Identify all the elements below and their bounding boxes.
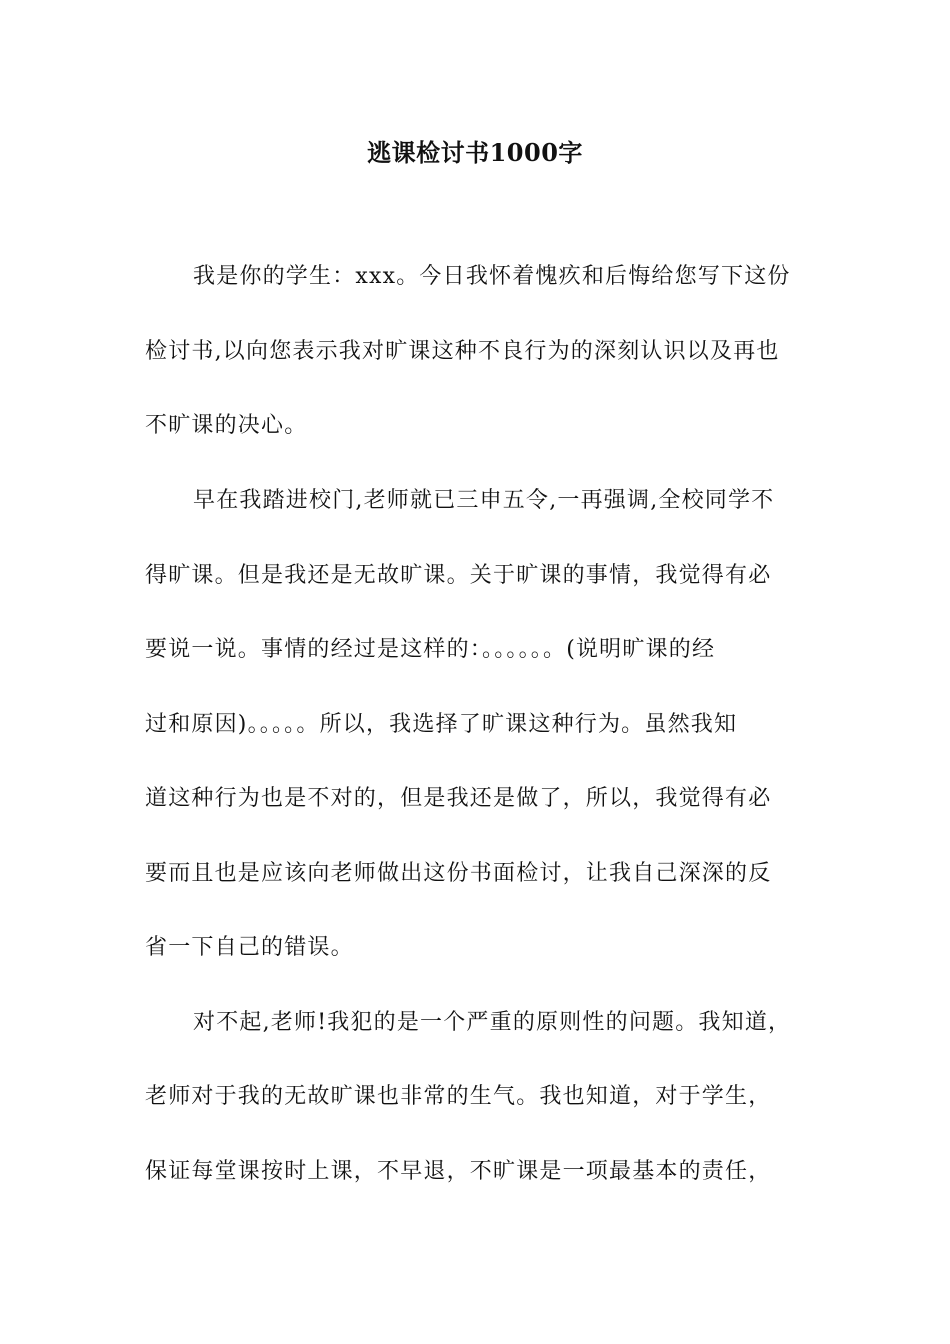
paragraph-1-line-3: 不旷课的决心。 [145, 413, 308, 438]
paragraph-3-line-1: 对不起,老师!我犯的是一个严重的原则性的问题。我知道， [193, 1010, 792, 1035]
paragraph-2-line-5: 道这种行为也是不对的，但是我还是做了，所以，我觉得有必 [145, 786, 772, 811]
paragraph-3-line-3: 保证每堂课按时上课，不早退，不旷课是一项最基本的责任， [145, 1159, 772, 1184]
paragraph-2-line-7: 省一下自己的错误。 [145, 935, 354, 960]
paragraph-2-line-6: 要而且也是应该向老师做出这份书面检讨，让我自己深深的反 [145, 861, 772, 886]
paragraph-2-line-1: 早在我踏进校门,老师就已三申五令,一再强调,全校同学不 [193, 488, 775, 513]
paragraph-3-line-2: 老师对于我的无故旷课也非常的生气。我也知道，对于学生， [145, 1084, 772, 1109]
document-title: 逃课检讨书1000字 [367, 138, 583, 167]
paragraph-1-line-1: 我是你的学生：xxx。今日我怀着愧疚和后悔给您写下这份 [193, 264, 791, 289]
paragraph-2-line-4: 过和原因)。。。。。所以，我选择了旷课这种行为。虽然我知 [145, 712, 738, 737]
paragraph-2-line-3: 要说一说。事情的经过是这样的：。。。。。。(说明旷课的经 [145, 637, 716, 662]
paragraph-1-line-2: 检讨书,以向您表示我对旷课这种不良行为的深刻认识以及再也 [145, 339, 780, 364]
paragraph-2-line-2: 得旷课。但是我还是无故旷课。关于旷课的事情，我觉得有必 [145, 563, 772, 588]
